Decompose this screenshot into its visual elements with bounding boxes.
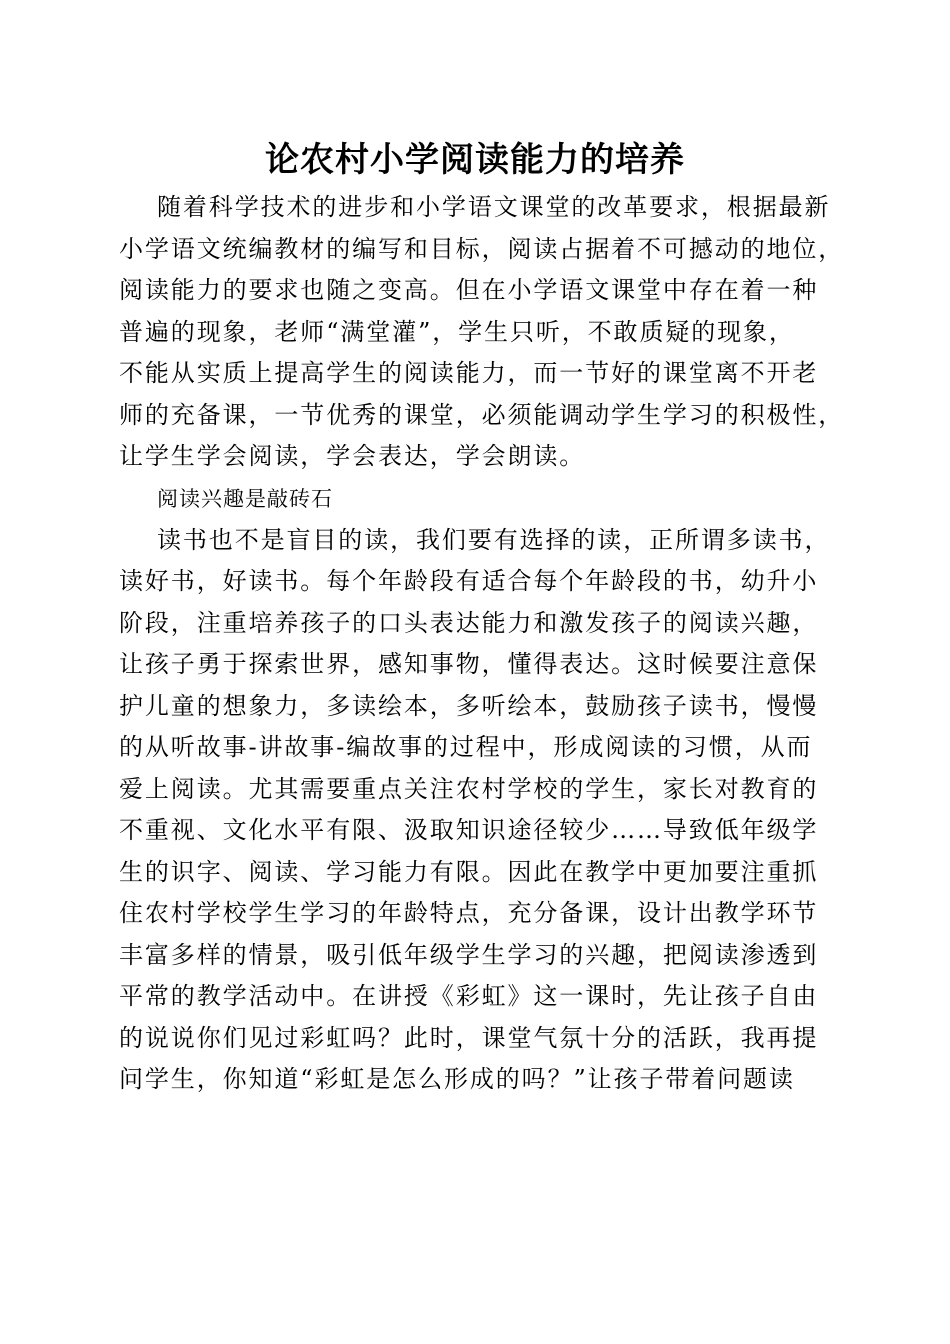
document-body <box>119 187 845 1101</box>
text-line: 不重视、文化水平有限、汲取知识途径较少……导致低年级学 <box>119 816 819 844</box>
text-line: 问学生，你知道“彩虹是怎么形成的吗？”让孩子带着问题读 <box>119 1065 795 1093</box>
section-heading: 阅读兴趣是敲砖石 <box>157 486 333 511</box>
text-line: 住农村学校学生学习的年龄特点，充分备课，设计出教学环节 <box>119 899 819 927</box>
text-line: 师的充备课，一节优秀的课堂，必须能调动学生学习的积极性， <box>119 400 845 429</box>
text-line: 平常的教学活动中。在讲授《彩虹》这一课时，先让孩子自由 <box>119 982 819 1010</box>
text-line: 的说说你们见过彩虹吗？此时，课堂气氛十分的活跃，我再提 <box>119 1023 819 1052</box>
text-line: 读好书，好读书。每个年龄段有适合每个年龄段的书，幼升小 <box>119 567 819 595</box>
text-line: 不能从实质上提高学生的阅读能力，而一节好的课堂离不开老 <box>119 359 819 387</box>
text-line: 小学语文统编教材的编写和目标，阅读占据着不可撼动的地位， <box>119 234 845 263</box>
intro-paragraph <box>119 187 845 478</box>
text-line: 普遍的现象，老师“满堂灌”，学生只听，不敢质疑的现象， <box>119 317 795 346</box>
text-line: 随着科学技术的进步和小学语文课堂的改革要求，根据最新 <box>157 193 831 221</box>
text-line: 读书也不是盲目的读，我们要有选择的读，正所谓多读书， <box>157 525 831 554</box>
text-line: 护儿童的想象力，多读绘本，多听绘本，鼓励孩子读书，慢慢 <box>119 691 819 720</box>
text-line: 丰富多样的情景，吸引低年级学生学习的兴趣，把阅读渗透到 <box>119 940 819 969</box>
text-line: 让孩子勇于探索世界，感知事物，懂得表达。这时候要注意保 <box>119 650 819 678</box>
section-paragraph <box>119 520 831 1101</box>
text-line: 阅读能力的要求也随之变高。但在小学语文课堂中存在着一种 <box>119 276 819 304</box>
text-line: 阶段，注重培养孩子的口头表达能力和激发孩子的阅读兴趣， <box>119 608 819 637</box>
text-line: 生的识字、阅读、学习能力有限。因此在教学中更加要注重抓 <box>119 857 819 886</box>
document-title: 论农村小学阅读能力的培养 <box>265 140 685 180</box>
text-line: 让学生学会阅读，学会表达，学会朗读。 <box>119 442 586 470</box>
text-line: 爱上阅读。尤其需要重点关注农村学校的学生，家长对教育的 <box>119 774 819 803</box>
text-line: 的从听故事-讲故事-编故事的过程中，形成阅读的习惯，从而 <box>119 733 813 761</box>
